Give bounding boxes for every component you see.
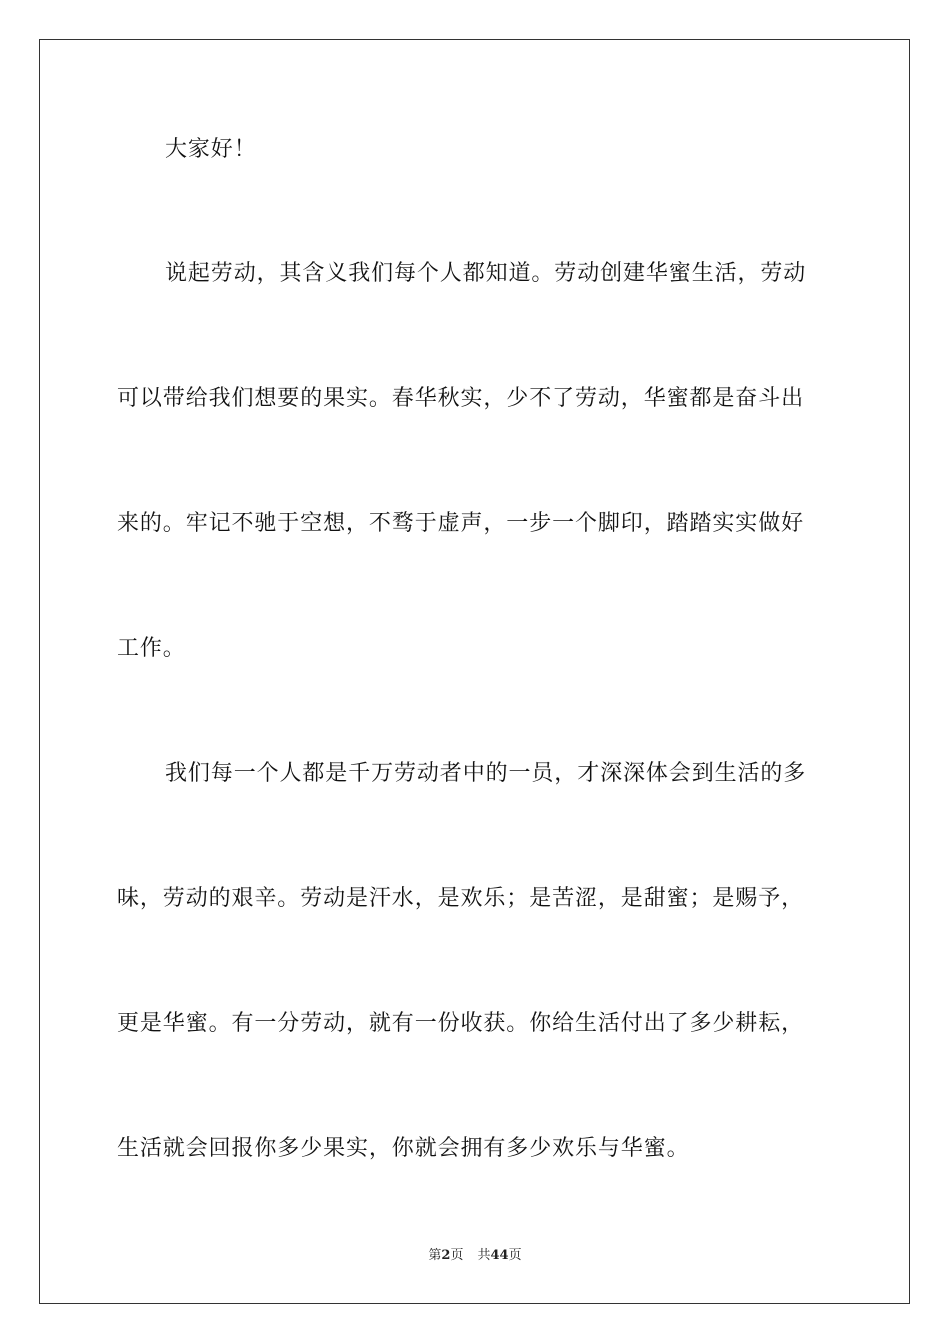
greeting-line: 大家好！ [165, 137, 257, 162]
paragraph-1-line-1: 说起劳动，其含义我们每个人都知道。劳动创建华蜜生活，劳动 [165, 261, 807, 286]
paragraph-2-line-1: 我们每一个人都是千万劳动者中的一员，才深深体会到生活的多 [165, 761, 807, 786]
page-number: 2 [441, 1248, 451, 1263]
page-prefix: 第 [428, 1248, 442, 1263]
page-suffix: 页 [450, 1248, 464, 1263]
page-footer [0, 1247, 950, 1265]
paragraph-2-line-4: 生活就会回报你多少果实，你就会拥有多少欢乐与华蜜。 [117, 1136, 690, 1161]
paragraph-1-line-4: 工作。 [117, 636, 186, 661]
total-pages: 44 [490, 1248, 509, 1263]
paragraph-2-line-3: 更是华蜜。有一分劳动，就有一份收获。你给生活付出了多少耕耘， [117, 1011, 805, 1036]
paragraph-1-line-3: 来的。牢记不驰于空想，不骛于虚声，一步一个脚印，踏踏实实做好 [117, 511, 805, 536]
total-prefix: 共 [477, 1248, 491, 1263]
paragraph-1-line-2: 可以带给我们想要的果实。春华秋实，少不了劳动，华蜜都是奋斗出 [117, 386, 805, 411]
total-suffix: 页 [508, 1248, 522, 1263]
page-border [39, 39, 910, 1304]
paragraph-2-line-2: 味，劳动的艰辛。劳动是汗水，是欢乐；是苦涩，是甜蜜；是赐予， [117, 886, 805, 911]
